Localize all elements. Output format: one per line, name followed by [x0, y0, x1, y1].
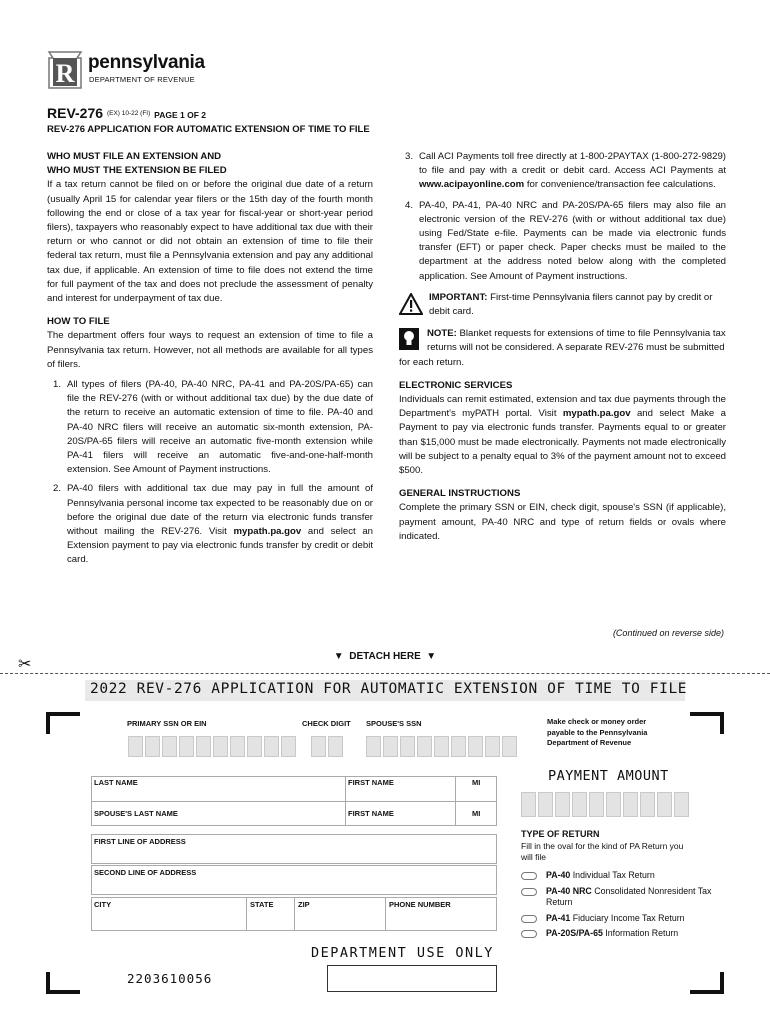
- digit-box[interactable]: [213, 736, 228, 757]
- acipayonline-link[interactable]: www.acipayonline.com: [419, 179, 525, 191]
- list-number: 2.: [52, 483, 61, 495]
- digit-box[interactable]: [196, 736, 211, 757]
- arrow-down-icon: ▼: [333, 651, 344, 662]
- return-type-desc: Individual Tax Return: [570, 870, 655, 880]
- last-name-field[interactable]: LAST NAME: [94, 778, 138, 787]
- spouse-ssn-field[interactable]: [366, 736, 517, 757]
- return-type-label: [546, 870, 655, 882]
- list-item-3: [399, 150, 726, 193]
- grid-divider: [345, 776, 346, 826]
- address-line-2-label: SECOND LINE OF ADDRESS: [94, 868, 197, 877]
- primary-ssn-field[interactable]: [128, 736, 296, 757]
- digit-box[interactable]: [468, 736, 483, 757]
- grid-divider: [91, 801, 497, 802]
- general-heading: GENERAL INSTRUCTIONS: [399, 488, 521, 500]
- digit-box[interactable]: [311, 736, 326, 757]
- return-type-desc: Fiduciary Income Tax Return: [570, 912, 685, 923]
- left-column: [47, 150, 373, 568]
- registration-mark: [46, 712, 80, 734]
- check-digit-label: CHECK DIGIT: [302, 719, 351, 728]
- general-body: Complete the primary SSN or EIN, check digit, spouse's SSN (if applicable), payment amount, PA-40 NRC and type of return fields or ovals where indicated.: [399, 502, 726, 542]
- return-type-option[interactable]: [521, 928, 721, 940]
- digit-box[interactable]: [230, 736, 245, 757]
- scan-line-number: 2203610056: [127, 971, 213, 986]
- list-number: 4.: [404, 199, 413, 211]
- return-type-code: PA-40: [546, 870, 571, 880]
- return-type-code: PA-20S/PA-65: [546, 928, 603, 938]
- digit-box[interactable]: [400, 736, 415, 757]
- digit-box[interactable]: [623, 792, 638, 817]
- spouse-mi-field[interactable]: MI: [472, 809, 481, 818]
- address-line-1-label: FIRST LINE OF ADDRESS: [94, 837, 186, 846]
- digit-box[interactable]: [657, 792, 672, 817]
- page-label: PAGE 1 OF 2: [154, 110, 206, 120]
- detach-line: [0, 651, 770, 662]
- logo-letter: R: [55, 59, 75, 88]
- state-field[interactable]: STATE: [250, 900, 274, 909]
- digit-box[interactable]: [247, 736, 262, 757]
- list-text-part: for convenience/transaction fee calculations.: [524, 179, 716, 191]
- digit-box[interactable]: [162, 736, 177, 757]
- right-column: [399, 150, 726, 544]
- who-heading-1: WHO MUST FILE AN EXTENSION AND: [47, 151, 222, 162]
- digit-box[interactable]: [555, 792, 570, 817]
- oval-radio[interactable]: [521, 930, 537, 938]
- logo-name: pennsylvania: [88, 52, 205, 73]
- type-of-return-instructions: Fill in the oval for the kind of PA Return you will file: [521, 841, 684, 862]
- important-text: [429, 291, 726, 319]
- department-use-label: DEPARTMENT USE ONLY: [311, 945, 494, 961]
- cut-line: [0, 673, 770, 674]
- list-item-2: [47, 482, 373, 567]
- list-item-4: [399, 199, 726, 284]
- list-text-part: PA-40 filers with additional tax due may pay in full the amount of Pennsylvania personal income tax expected to be reasonably due on or before the original due date of the return via electronic funds transfer without mailing the REV-276. Visit: [67, 483, 373, 538]
- digit-box[interactable]: [502, 736, 517, 757]
- oval-radio[interactable]: [521, 872, 537, 880]
- grid-divider: [294, 897, 295, 931]
- department-use-box: [327, 965, 497, 992]
- note-block: [399, 327, 726, 370]
- page-title: REV-276 APPLICATION FOR AUTOMATIC EXTENSION OF TIME TO FILE: [47, 124, 370, 135]
- list-text: [67, 482, 373, 567]
- grid-divider: [455, 776, 456, 826]
- form-number-line: [47, 105, 206, 121]
- return-type-label: [546, 928, 678, 940]
- return-type-option[interactable]: [521, 913, 721, 925]
- city-field[interactable]: CITY: [94, 900, 112, 909]
- type-of-return-heading: TYPE OF RETURN: [521, 829, 600, 839]
- digit-box[interactable]: [640, 792, 655, 817]
- return-type-label: [546, 913, 685, 925]
- electronic-body: [399, 393, 726, 478]
- detach-label: DETACH HERE: [349, 651, 421, 662]
- lightbulb-icon: [399, 328, 419, 350]
- payment-amount-title: PAYMENT AMOUNT: [548, 768, 669, 784]
- return-type-code: PA-40 NRC: [546, 885, 592, 896]
- form-title: 2022 REV-276 APPLICATION FOR AUTOMATIC EXTENSION OF TIME TO FILE: [90, 681, 688, 697]
- digit-box[interactable]: [417, 736, 432, 757]
- note-body: Blanket requests for extensions of time to file Pennsylvania tax returns will not be considered. A separate REV-276 must be submitted for each return.: [399, 328, 726, 368]
- digit-box[interactable]: [128, 736, 143, 757]
- important-note: [399, 291, 726, 319]
- mypath-link-2[interactable]: mypath.pa.gov: [562, 408, 631, 420]
- return-type-desc: Information Return: [602, 928, 679, 938]
- how-heading: HOW TO FILE: [47, 316, 110, 328]
- important-body: First-time Pennsylvania filers cannot pay by credit or debit card.: [429, 291, 713, 318]
- electronic-text-part: Individuals can remit estimated, extension and tax due payments through the Department's myPATH portal. Visit: [399, 394, 726, 420]
- primary-ssn-label: PRIMARY SSN OR EIN: [127, 719, 207, 728]
- return-type-option[interactable]: [521, 886, 721, 909]
- digit-box[interactable]: [383, 736, 398, 757]
- digit-box[interactable]: [521, 792, 536, 817]
- list-text: [419, 150, 726, 193]
- scissors-icon: ✂: [18, 656, 32, 673]
- return-type-label: [546, 886, 721, 909]
- payment-amount-field[interactable]: [521, 792, 689, 817]
- digit-box[interactable]: [145, 736, 160, 757]
- oval-radio[interactable]: [521, 915, 537, 923]
- keystone-logo-icon: [46, 50, 84, 90]
- arrow-down-icon: ▼: [426, 651, 437, 662]
- digit-box[interactable]: [264, 736, 279, 757]
- return-type-code: PA-41: [546, 912, 571, 923]
- grid-divider: [385, 897, 386, 931]
- digit-box[interactable]: [485, 736, 500, 757]
- return-type-list: [521, 870, 721, 940]
- note-label: NOTE:: [427, 328, 457, 340]
- digit-box[interactable]: [451, 736, 466, 757]
- list-text: PA-40, PA-41, PA-40 NRC and PA-20S/PA-65 filers may also file an electronic version of the REV-276 (with or without additional tax due) using Fed/State e-file. Payments can be made via electronic funds transfer (EFT) or paper check. Paper checks must be mailed to the department at the address noted below along with the completed application. See Amount of Payment instructions.: [419, 199, 726, 282]
- return-type-desc: Consolidated Nonresident Tax Return: [546, 885, 712, 907]
- oval-radio[interactable]: [521, 888, 537, 896]
- who-body: If a tax return cannot be filed on or before the original due date of a return (usually April 15 for calendar year filers or the 15th day of the fourth month following the end or close of a tax year for fiscal-year or short-year period filers), taxpayers who reasonably expect to have additional tax due with their return or who cannot or did not obtain an extension of time to file their federal tax return, must file a Pennsylvania extension and pay any additional tax due, if applicable. An extension of time to file does not extend the time for full payment of the tax and does not preclude the assessment of penalty and interest for underpayment of tax due.: [47, 179, 373, 305]
- who-heading-2: WHO MUST THE EXTENSION BE FILED: [47, 165, 227, 177]
- return-type-option[interactable]: [521, 870, 721, 882]
- registration-mark: [46, 972, 80, 994]
- form-number: REV-276: [47, 105, 104, 121]
- mypath-link[interactable]: mypath.pa.gov: [233, 526, 302, 538]
- digit-box[interactable]: [606, 792, 621, 817]
- registration-mark: [690, 972, 724, 994]
- first-name-field[interactable]: FIRST NAME: [348, 778, 394, 787]
- digit-box[interactable]: [674, 792, 689, 817]
- note-text: [399, 328, 726, 367]
- grid-divider: [246, 897, 247, 931]
- continued-note: (Continued on reverse side): [612, 628, 724, 638]
- mi-field[interactable]: MI: [472, 778, 481, 787]
- check-digit-field[interactable]: [311, 736, 343, 757]
- digit-box[interactable]: [434, 736, 449, 757]
- registration-mark: [690, 712, 724, 734]
- digit-box[interactable]: [589, 792, 604, 817]
- spouse-ssn-label: SPOUSE'S SSN: [366, 719, 422, 728]
- list-item-1: [47, 378, 373, 477]
- zip-field[interactable]: ZIP: [298, 900, 310, 909]
- check-payable-note: Make check or money order payable to the Pennsylvania Department of Revenue: [547, 717, 648, 747]
- digit-box[interactable]: [572, 792, 587, 817]
- list-text: All types of filers (PA-40, PA-40 NRC, PA-41 and PA-20S/PA-65) can file the REV-276 (with or without additional tax due) by the due date of the return to receive an automatic extension of time to file. PA-40 and PA-40 NRC filers will receive an automatic six-month extension, PA-20S/PA-65 filers will receive an automatic five-month extension while PA-41 filers will receive an automatic five-and-one-half-month extension. See Amount of Payment instructions.: [67, 379, 373, 476]
- digit-box[interactable]: [179, 736, 194, 757]
- digit-box[interactable]: [366, 736, 381, 757]
- digit-box[interactable]: [538, 792, 553, 817]
- form-revision: (EX) 10-22 (FI): [106, 110, 151, 117]
- list-text-part: Call ACI Payments toll free directly at 1-800-2PAYTAX (1-800-272-9829) to file and pay with a credit or debit card. Access ACI Payments at: [419, 151, 726, 177]
- spouse-first-name-field[interactable]: FIRST NAME: [348, 809, 394, 818]
- how-body: The department offers four ways to request an extension of time to file a Pennsylvania tax return. However, not all methods are available for all types of filers.: [47, 330, 373, 370]
- phone-field[interactable]: PHONE NUMBER: [389, 900, 451, 909]
- digit-box[interactable]: [328, 736, 343, 757]
- spouse-last-name-field[interactable]: SPOUSE'S LAST NAME: [94, 809, 178, 818]
- important-label: IMPORTANT:: [429, 291, 488, 303]
- electronic-text-part: and select Make a Payment to pay via electronic funds transfer. Payments equal to or greater than $15,000 must be made electronically. Payments not made electronically will be subject to a penalty equal to 3% of the payment amount not to exceed $500.: [399, 408, 726, 477]
- electronic-heading: ELECTRONIC SERVICES: [399, 379, 513, 391]
- list-text-part: and select an Extension payment to pay via electronic funds transfer by credit or debit card.: [67, 526, 373, 566]
- digit-box[interactable]: [281, 736, 296, 757]
- list-number: 3.: [404, 151, 413, 162]
- warning-icon: [399, 293, 423, 315]
- logo-department: DEPARTMENT OF REVENUE: [89, 75, 195, 84]
- list-number: 1.: [52, 379, 61, 391]
